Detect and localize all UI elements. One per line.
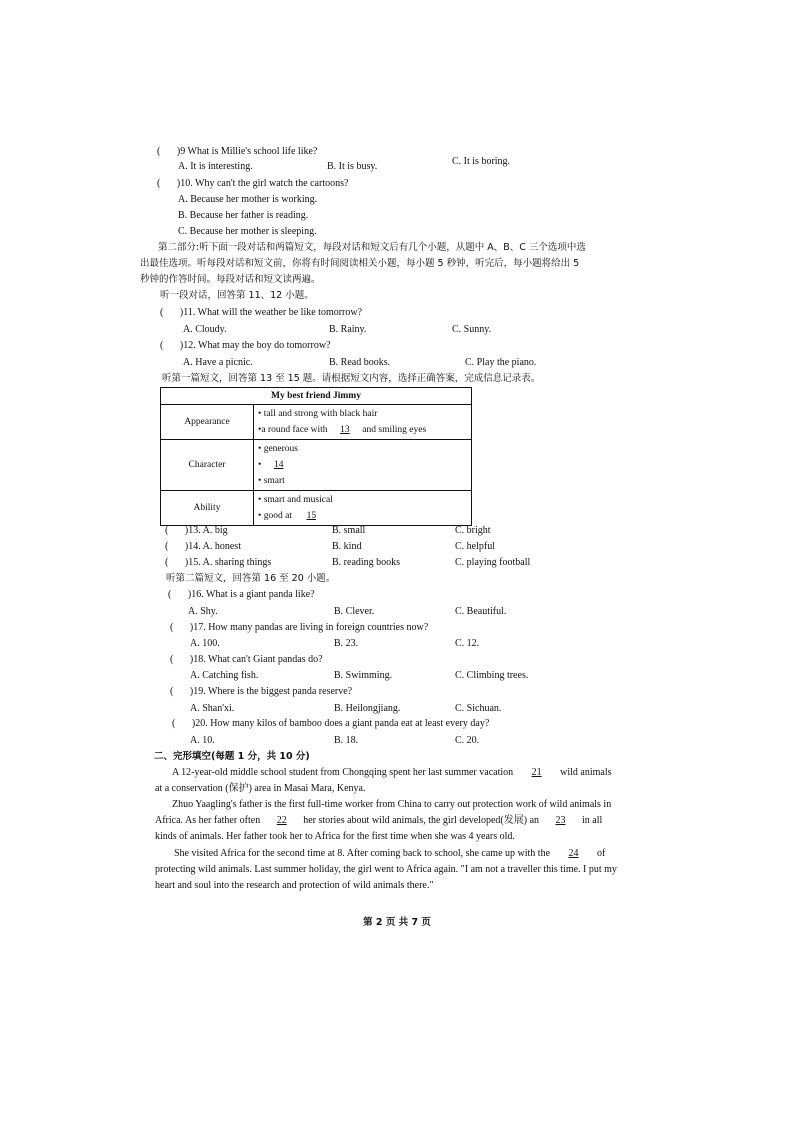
passage2-intro: 听第二篇短文，回答第 16 至 20 小题。 — [166, 573, 336, 584]
character-item-2: • 14 — [258, 457, 467, 473]
q13-option-c: C. bright — [455, 525, 491, 536]
q20-option-c: C. 20. — [455, 735, 480, 746]
question-14: ( )14. A. honest — [165, 541, 241, 552]
ability-items — [254, 491, 472, 526]
part2-instruction-line2: 出最佳选项。听每段对话和短文前，你将有时间阅读相关小题，每小题 5 秒钟，听完后，每小题将给出 5 — [140, 258, 580, 269]
q10-option-c: C. Because her mother is sleeping. — [178, 226, 317, 237]
question-11: ( )11. What will the weather be like tomorrow? — [160, 307, 363, 318]
q9-option-c: C. It is boring. — [452, 156, 511, 167]
blank-14: 14 — [273, 460, 284, 470]
question-19: ( )19. Where is the biggest panda reserve? — [170, 686, 353, 697]
blank-23: 23 — [555, 815, 566, 826]
appearance-item-2: •a round face with 13 and smiling eyes — [258, 422, 467, 438]
table-title: My best friend Jimmy — [161, 388, 472, 405]
q14-option-b: B. kind — [332, 541, 362, 552]
appearance-item-1: • tall and strong with black hair — [258, 409, 378, 419]
q15-option-c: C. playing football — [455, 557, 531, 568]
q13-option-b: B. small — [332, 525, 366, 536]
q9-option-b: B. It is busy. — [327, 161, 378, 172]
appearance-items — [254, 405, 472, 440]
question-10: ( )10. Why can't the girl watch the cartoons? — [157, 178, 349, 189]
q12-option-b: B. Read books. — [329, 357, 391, 368]
question-16: ( )16. What is a giant panda like? — [168, 589, 315, 600]
q16-option-c: C. Beautiful. — [455, 606, 507, 617]
page-footer: 第 2 页 共 7 页 — [363, 917, 431, 928]
part2-instruction-line1: 第二部分:听下面一段对话和两篇短文，每段对话和短文后有几个小题，从题中 A、B、C 三个选项中选 — [158, 242, 586, 253]
q9-option-a: A. It is interesting. — [178, 161, 253, 172]
question-13: ( )13. A. big — [165, 525, 228, 536]
cloze-p1-line2: at a conservation (保护) area in Masai Mara, Kenya. — [155, 783, 366, 794]
q15-option-b: B. reading books — [332, 557, 401, 568]
passage1-intro: 听第一篇短文，回答第 13 至 15 题。请根据短文内容，选择正确答案，完成信息记录表。 — [162, 373, 541, 384]
q17-option-c: C. 12. — [455, 638, 480, 649]
info-table-jimmy — [160, 387, 472, 526]
q11-option-b: B. Rainy. — [329, 324, 367, 335]
blank-21: 21 — [531, 767, 542, 778]
ability-label: Ability — [161, 491, 254, 526]
q11-option-c: C. Sunny. — [452, 324, 492, 335]
q16-option-b: B. Clever. — [334, 606, 375, 617]
part2-instruction-line3: 秒钟的作答时间。每段对话和短文读两遍。 — [140, 274, 321, 285]
blank-13: 13 — [340, 425, 350, 435]
q20-option-b: B. 18. — [334, 735, 359, 746]
cloze-p3-line3: heart and soul into the research and protection of wild animals there." — [155, 880, 434, 891]
q19-option-c: C. Sichuan. — [455, 703, 502, 714]
cloze-p2-line2: Africa. As her father often 22 her stories about wild animals, the girl developed(发展) an 23 in all — [155, 815, 603, 826]
cloze-p1-line1: A 12-year-old middle school student from Chongqing spent her last summer vacation 21 wild animals — [172, 767, 612, 778]
q19-option-a: A. Shan'xi. — [190, 703, 235, 714]
question-15: ( )15. A. sharing things — [165, 557, 272, 568]
appearance-label: Appearance — [161, 405, 254, 440]
ability-item-1: • smart and musical — [258, 495, 333, 505]
q10-option-b: B. Because her father is reading. — [178, 210, 309, 221]
q17-option-a: A. 100. — [190, 638, 220, 649]
q14-option-c: C. helpful — [455, 541, 495, 552]
cloze-p3-line2: protecting wild animals. Last summer holiday, the girl went to Africa again. "I am not a traveller this time. I put my — [155, 864, 617, 875]
blank-15: 15 — [306, 511, 317, 521]
q18-option-a: A. Catching fish. — [190, 670, 259, 681]
blank-22: 22 — [276, 815, 287, 826]
q18-option-c: C. Climbing trees. — [455, 670, 529, 681]
question-12: ( )12. What may the boy do tomorrow? — [160, 340, 331, 351]
question-17: ( )17. How many pandas are living in foreign countries now? — [170, 622, 429, 633]
character-label: Character — [161, 440, 254, 491]
blank-24: 24 — [568, 848, 579, 859]
ability-item-2: • good at 15 — [258, 508, 467, 524]
cloze-p3-line1: She visited Africa for the second time at 8. After coming back to school, she came up with the 24 of — [174, 848, 606, 859]
character-items — [254, 440, 472, 491]
question-20: ( )20. How many kilos of bamboo does a giant panda eat at least every day? — [172, 718, 490, 729]
dialog-intro: 听一段对话，回答第 11、12 小题。 — [160, 290, 314, 301]
q20-option-a: A. 10. — [190, 735, 215, 746]
q12-option-c: C. Play the piano. — [465, 357, 537, 368]
q19-option-b: B. Heilongjiang. — [334, 703, 401, 714]
question-9: ( )9 What is Millie's school life like? — [157, 146, 318, 157]
cloze-p2-line1: Zhuo Yaagling's father is the first full-time worker from China to carry out protection work of wild animals in — [172, 799, 612, 810]
question-18: ( )18. What can't Giant pandas do? — [170, 654, 323, 665]
q16-option-a: A. Shy. — [188, 606, 218, 617]
cloze-heading: 二、完形填空(每题 1 分，共 10 分) — [154, 751, 310, 762]
cloze-p2-line3: kinds of animals. Her father took her to Africa for the first time when she was 4 years old. — [155, 831, 515, 842]
character-item-3: • smart — [258, 476, 285, 486]
q17-option-b: B. 23. — [334, 638, 359, 649]
q18-option-b: B. Swimming. — [334, 670, 393, 681]
q11-option-a: A. Cloudy. — [183, 324, 227, 335]
q12-option-a: A. Have a picnic. — [183, 357, 253, 368]
character-item-1: • generous — [258, 444, 298, 454]
q10-option-a: A. Because her mother is working. — [178, 194, 318, 205]
